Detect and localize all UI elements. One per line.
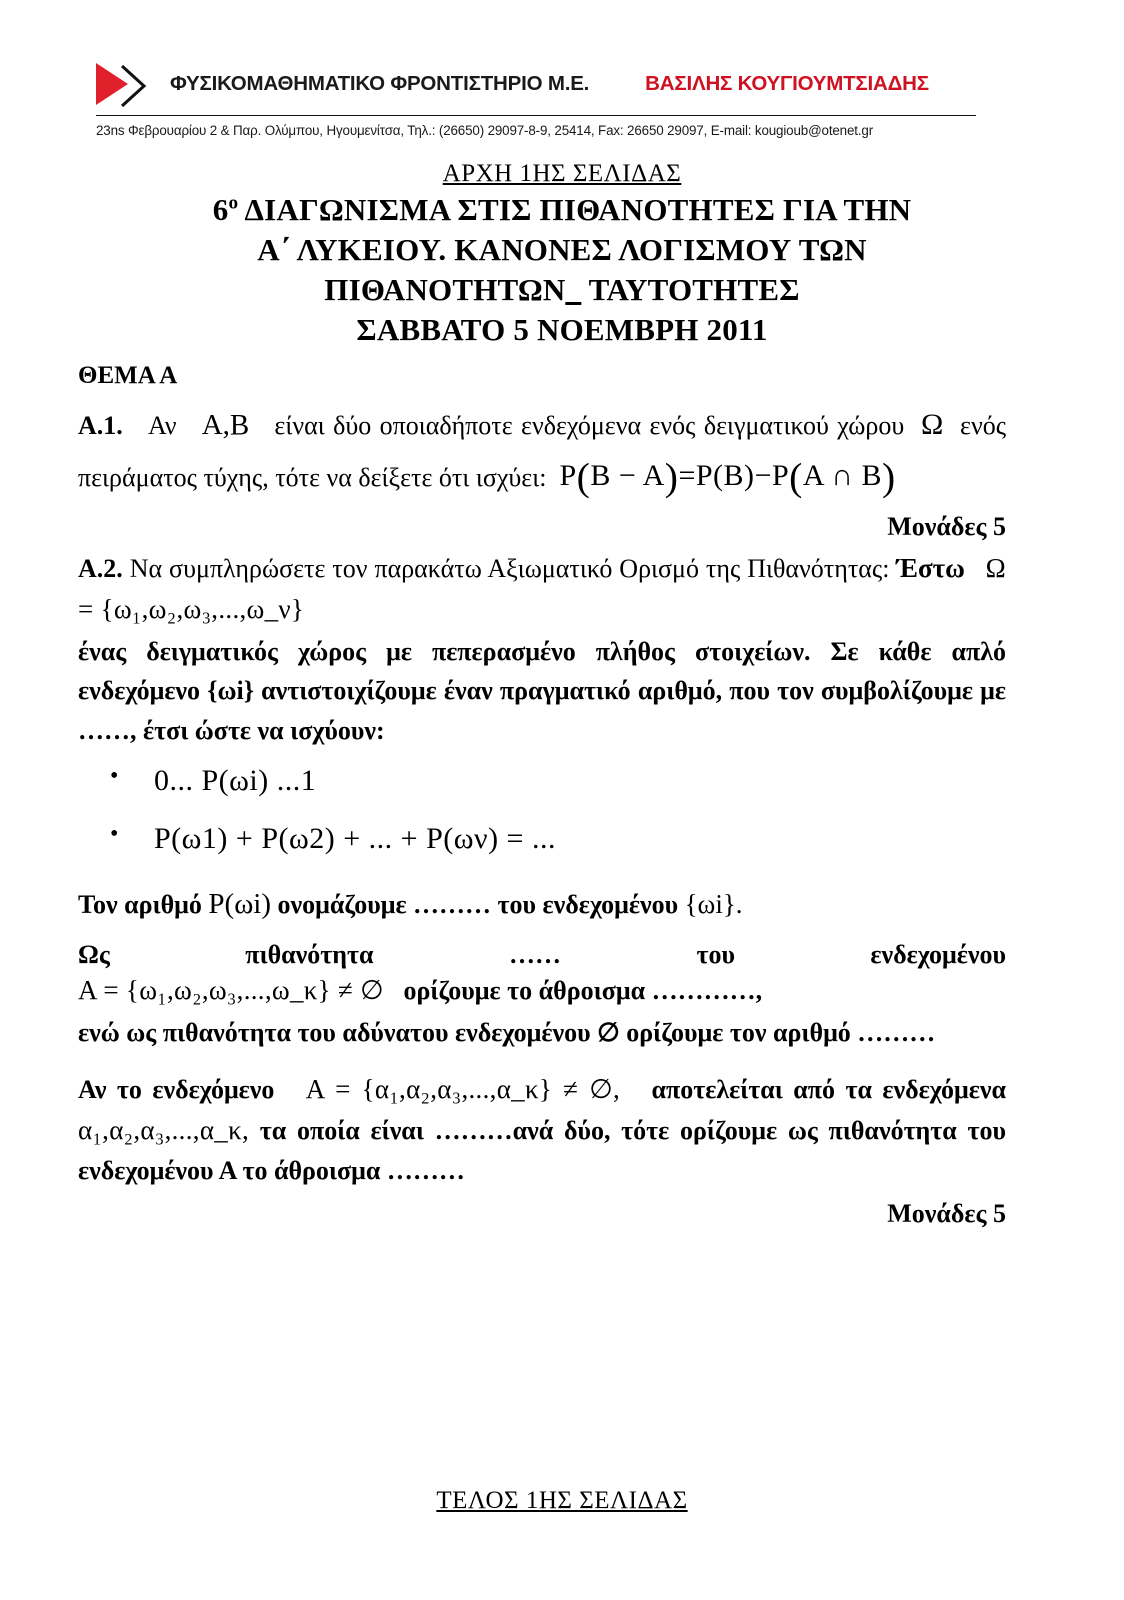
exam-title-line-3-b: ΤΑΥΤΟΤΗΤΕΣ (581, 272, 800, 308)
exam-title-line-3-gap: _ (565, 272, 582, 308)
double-chevron-arrow-icon (96, 61, 158, 107)
definition-probability-expr: P(ωi) (208, 888, 271, 921)
spread-word-2: πιθανότητα (245, 940, 374, 970)
header-brand-row (96, 55, 976, 113)
exam-title-line-3 (62, 270, 1062, 310)
definition-text-2: ονομάζουμε ……… του ενδεχομένου (277, 890, 679, 920)
page-end-marker: ΤΕΛΟΣ 1ΗΣ ΣΕΛΙΔΑΣ (436, 1487, 688, 1514)
formula-equals: = (678, 459, 696, 493)
header-divider (96, 115, 976, 116)
exam-title (62, 190, 1062, 351)
question-a2-intro (78, 548, 1006, 630)
formula-paren-open-1: ( (576, 455, 591, 500)
question-a1-sets: Α,Β (201, 409, 250, 441)
definition-text-1: Τον αριθμό (78, 890, 202, 920)
question-a2-body (78, 632, 1006, 751)
question-a2-esto: Έστω (896, 552, 965, 583)
definition-line-number (78, 882, 1006, 926)
question-a2-simple-event: {ωi} (207, 676, 254, 706)
brand-person-name: ΒΑΣΙΛΗΣ ΚΟΥΓΙΟΥΜΤΣΙΑΔΗΣ (645, 72, 929, 95)
question-a1-text-1: Αν (147, 411, 177, 440)
question-a1-label: Α.1. (78, 411, 123, 440)
exam-number: 6 (212, 191, 229, 227)
question-a2-text-2: ένας δειγματικός χώρος με πεπερασμένο πλήθος στοιχείων. Σε κάθε απλό ενδεχόμενο (78, 636, 1006, 706)
theme-heading: ΘΕΜΑ Α (78, 362, 178, 389)
axiom-bullet-list (78, 766, 1006, 854)
logo-chevron-outline (118, 63, 158, 109)
question-a1 (78, 402, 1006, 508)
formula-p2: P(B) (695, 459, 755, 493)
question-a1-text-2: είναι δύο οποιαδήποτε ενδεχόμενα ενός δειγματικού χώρου (274, 411, 905, 440)
alpha-event-list: α₁,α₂,α₃,...,α_κ, (78, 1115, 250, 1146)
document-content (78, 362, 1006, 1235)
probability-spread-line (78, 940, 1006, 970)
spread-word-1: Ως (78, 940, 110, 970)
question-a2-label: Α.2. (78, 553, 123, 583)
formula-arg2: A ∩ B (802, 459, 883, 493)
axiom-bullet-1: • 0... P(ωi) ...1 (96, 766, 1006, 796)
question-a1-units: Μονάδες 5 (887, 511, 1006, 541)
document-footer (0, 1487, 1124, 1515)
question-a2-text-3: αντιστοιχίζουμε έναν πραγματικό αριθμό, που τον συμβολίζουμε με ……, έτσι ώστε να ισχύουν: (78, 676, 1007, 745)
brand-name: ΦΥΣΙΚΟΜΑΘΗΜΑΤΙΚΟ ΦΡΟΝΤΙΣΤΗΡΙΟ Μ.Ε. (170, 72, 590, 95)
exam-title-line-2: Α΄ ΛΥΚΕΙΟΥ. ΚΑΝΟΝΕΣ ΛΟΓΙΣΜΟΥ ΤΩΝ (257, 231, 867, 267)
event-decomposition-text-3: τα οποία είναι ………ανά δύο, τότε ορίζουμε ως πιθανότητα του ενδεχομένου Α το άθροισμα ……… (78, 1116, 1007, 1186)
set-a-definition-line (78, 970, 1006, 1011)
formula-minus: − (754, 459, 772, 493)
set-a-after-text: ορίζουμε το άθροισμα …………, (403, 976, 763, 1006)
question-a1-text-3: ενός πειράματος τύχης, τότε να δείξετε ότι ισχύει: (78, 411, 1007, 492)
spread-word-3: …… (508, 940, 561, 970)
set-a-definition: Α = {ω₁,ω₂,ω₃,...,ω_κ} ≠ ∅ (78, 975, 384, 1006)
question-a2-omega-set: Ω = {ω₁,ω₂,ω₃,...,ω_ν} (78, 552, 1007, 624)
question-a2-units: Μονάδες 5 (887, 1198, 1006, 1228)
formula-paren-open-2: ( (789, 455, 803, 500)
exam-title-line-4: ΣΑΒΒΑΤΟ 5 ΝΟΕΜΒΡΗ 2011 (356, 312, 768, 348)
exam-title-line-1-text: ΔΙΑΓΩΝΙΣΜΑ ΣΤΙΣ ΠΙΘΑΝΟΤΗΤΕΣ ΓΙΑ ΤΗΝ (238, 191, 912, 227)
event-decomposition-text-1: Αν το ενδεχόμενο (78, 1075, 275, 1104)
event-decomposition-text-2: αποτελείται από τα ενδεχόμενα (651, 1075, 1006, 1104)
formula-paren-close-2: ) (882, 455, 896, 500)
spread-word-4: του (696, 940, 735, 970)
axiom-bullet-2: • P(ω1) + P(ω2) + ... + P(ων) = ... (96, 824, 1006, 854)
title-block (62, 160, 1062, 351)
set-a-alpha-definition: Α = {α₁,α₂,α₃,...,α_κ} ≠ ∅, (305, 1074, 621, 1104)
question-a1-formula (559, 455, 896, 500)
formula-p1: P (559, 459, 577, 493)
spread-word-5: ενδεχομένου (870, 940, 1006, 970)
header-contact-line: 23ns Φεβρουαρίου 2 & Παρ. Ολύμπου, Ηγουμενίτσα, Τηλ.: (26650) 29097-8-9, 25414, Fax: 26650 29097, E-mail: kougioub@otenet.gr (96, 123, 874, 138)
page-start-marker: ΑΡΧΗ 1ΗΣ ΣΕΛΙΔΑΣ (442, 160, 682, 187)
formula-arg1: B − A (590, 459, 665, 493)
exam-number-ordinal: ο (228, 192, 239, 214)
event-decomposition-line (78, 1069, 1006, 1191)
definition-event-set: {ωi}. (684, 889, 743, 920)
document-header (96, 55, 976, 138)
exam-title-line-1 (62, 190, 1062, 230)
question-a1-omega: Ω (920, 408, 944, 441)
impossible-event-line: ενώ ως πιθανότητα του αδύνατου ενδεχομένου ∅ ορίζουμε τον αριθμό ……… (78, 1018, 936, 1048)
exam-title-line-3-a: ΠΙΘΑΝΟΤΗΤΩΝ (324, 272, 566, 308)
question-a2-text-1: Να συμπληρώσετε τον παρακάτω Αξιωματικό Ορισμό της Πιθανότητας: (129, 553, 890, 583)
formula-p3: P (771, 459, 790, 493)
formula-paren-close-1: ) (664, 455, 679, 500)
